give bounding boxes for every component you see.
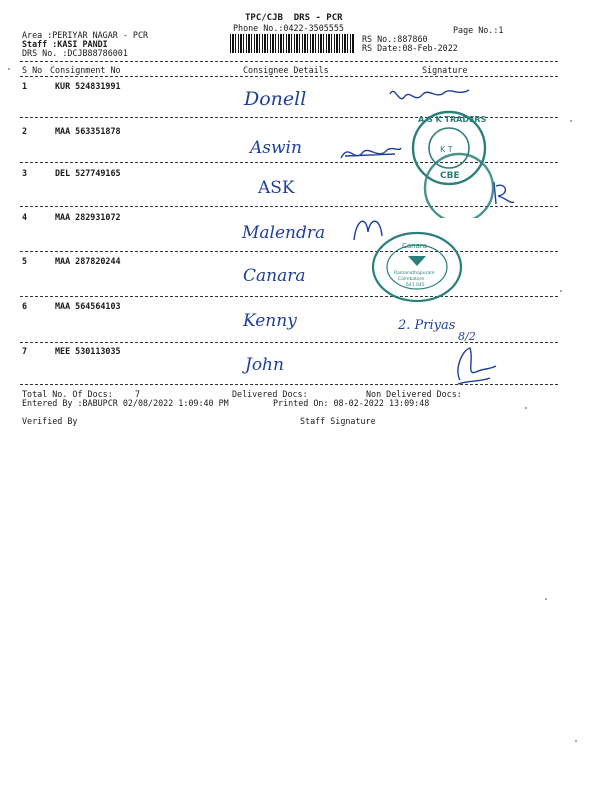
barcode	[230, 34, 355, 53]
receiver-signature: Aswin	[250, 138, 302, 158]
canara-logo-icon	[408, 256, 426, 266]
stamp-bottom-text: CBE	[440, 171, 460, 181]
verified-by: Verified By	[22, 416, 78, 426]
row-sno: 1	[22, 81, 28, 91]
row-consignment: MAA 287820244	[55, 256, 121, 266]
row-divider	[20, 251, 558, 252]
canara-stamp	[370, 230, 465, 305]
row-sno: 3	[22, 168, 28, 178]
scan-speck	[525, 407, 527, 409]
scan-speck	[8, 68, 10, 70]
receiver-signature: Kenny	[243, 311, 297, 331]
ask-traders-stamp	[404, 108, 504, 218]
row-sno: 7	[22, 346, 28, 356]
staff-signature: Staff Signature	[300, 416, 376, 426]
signature-scrawl	[440, 340, 500, 390]
printed-on: Printed On: 08-02-2022 13:09:48	[273, 398, 430, 408]
row-consignment: MAA 563351878	[55, 126, 121, 136]
extra-signature-number: 8/2	[458, 330, 476, 343]
row-divider	[20, 296, 558, 297]
scan-speck	[560, 290, 562, 292]
area-label: Area :PERIYAR NAGAR - PCR	[22, 30, 149, 40]
receiver-signature: Donell	[244, 88, 307, 110]
receiver-signature: John	[245, 355, 284, 375]
col-sno: S No	[22, 65, 43, 75]
rs-number: RS No.:887860	[362, 34, 428, 44]
page-number: Page No.:1	[453, 25, 504, 35]
extra-signature: 2. Priyas	[398, 318, 456, 333]
col-consignment: Consignment No	[50, 65, 121, 75]
header-divider	[20, 61, 558, 62]
total-docs-label: Total No. Of Docs:	[22, 389, 113, 399]
row-consignment: MAA 564564103	[55, 301, 121, 311]
stamp-line: Coimbatore	[398, 277, 425, 282]
phone-number: Phone No.:0422-3505555	[233, 23, 344, 33]
row-consignment: MAA 282931072	[55, 212, 121, 222]
stamp-line: Ramanathapuram	[394, 271, 435, 276]
page-title: TPC/CJB DRS - PCR	[245, 13, 343, 23]
scan-speck	[545, 598, 547, 600]
rs-date: RS Date:08-Feb-2022	[362, 43, 458, 53]
row-consignment: KUR 524831991	[55, 81, 121, 91]
column-divider	[20, 76, 558, 77]
row-consignment: DEL 527749165	[55, 168, 121, 178]
row-sno: 6	[22, 301, 28, 311]
row-sno: 2	[22, 126, 28, 136]
row-sno: 5	[22, 256, 28, 266]
drs-number: DRS No. :DCJB88786001	[22, 48, 128, 58]
signature-scrawl	[335, 138, 405, 168]
row-consignment: MEE 530113035	[55, 346, 121, 356]
stamp-top-text: Canara	[402, 242, 428, 250]
scan-speck	[575, 740, 577, 742]
col-signature: Signature	[422, 65, 468, 75]
receiver-signature: Canara	[243, 266, 306, 286]
non-delivered-docs-label: Non Delivered Docs:	[366, 389, 462, 399]
stamp-line: 641 045	[406, 283, 425, 288]
staff-label: Staff :KASI PANDI	[22, 39, 108, 49]
entered-by: Entered By :BABUPCR 02/08/2022 1:09:40 PM	[22, 398, 229, 408]
col-consignee: Consignee Details	[243, 65, 329, 75]
total-docs-value: 7	[135, 389, 141, 399]
receiver-signature: ASK	[258, 178, 295, 198]
delivered-docs-label: Delivered Docs:	[232, 389, 308, 399]
stamp-top-text: A S K TRADERS	[418, 115, 487, 124]
receiver-signature: Malendra	[242, 223, 326, 243]
scan-speck	[570, 120, 572, 122]
stamp-middle-text: K T	[440, 145, 453, 154]
row-sno: 4	[22, 212, 28, 222]
